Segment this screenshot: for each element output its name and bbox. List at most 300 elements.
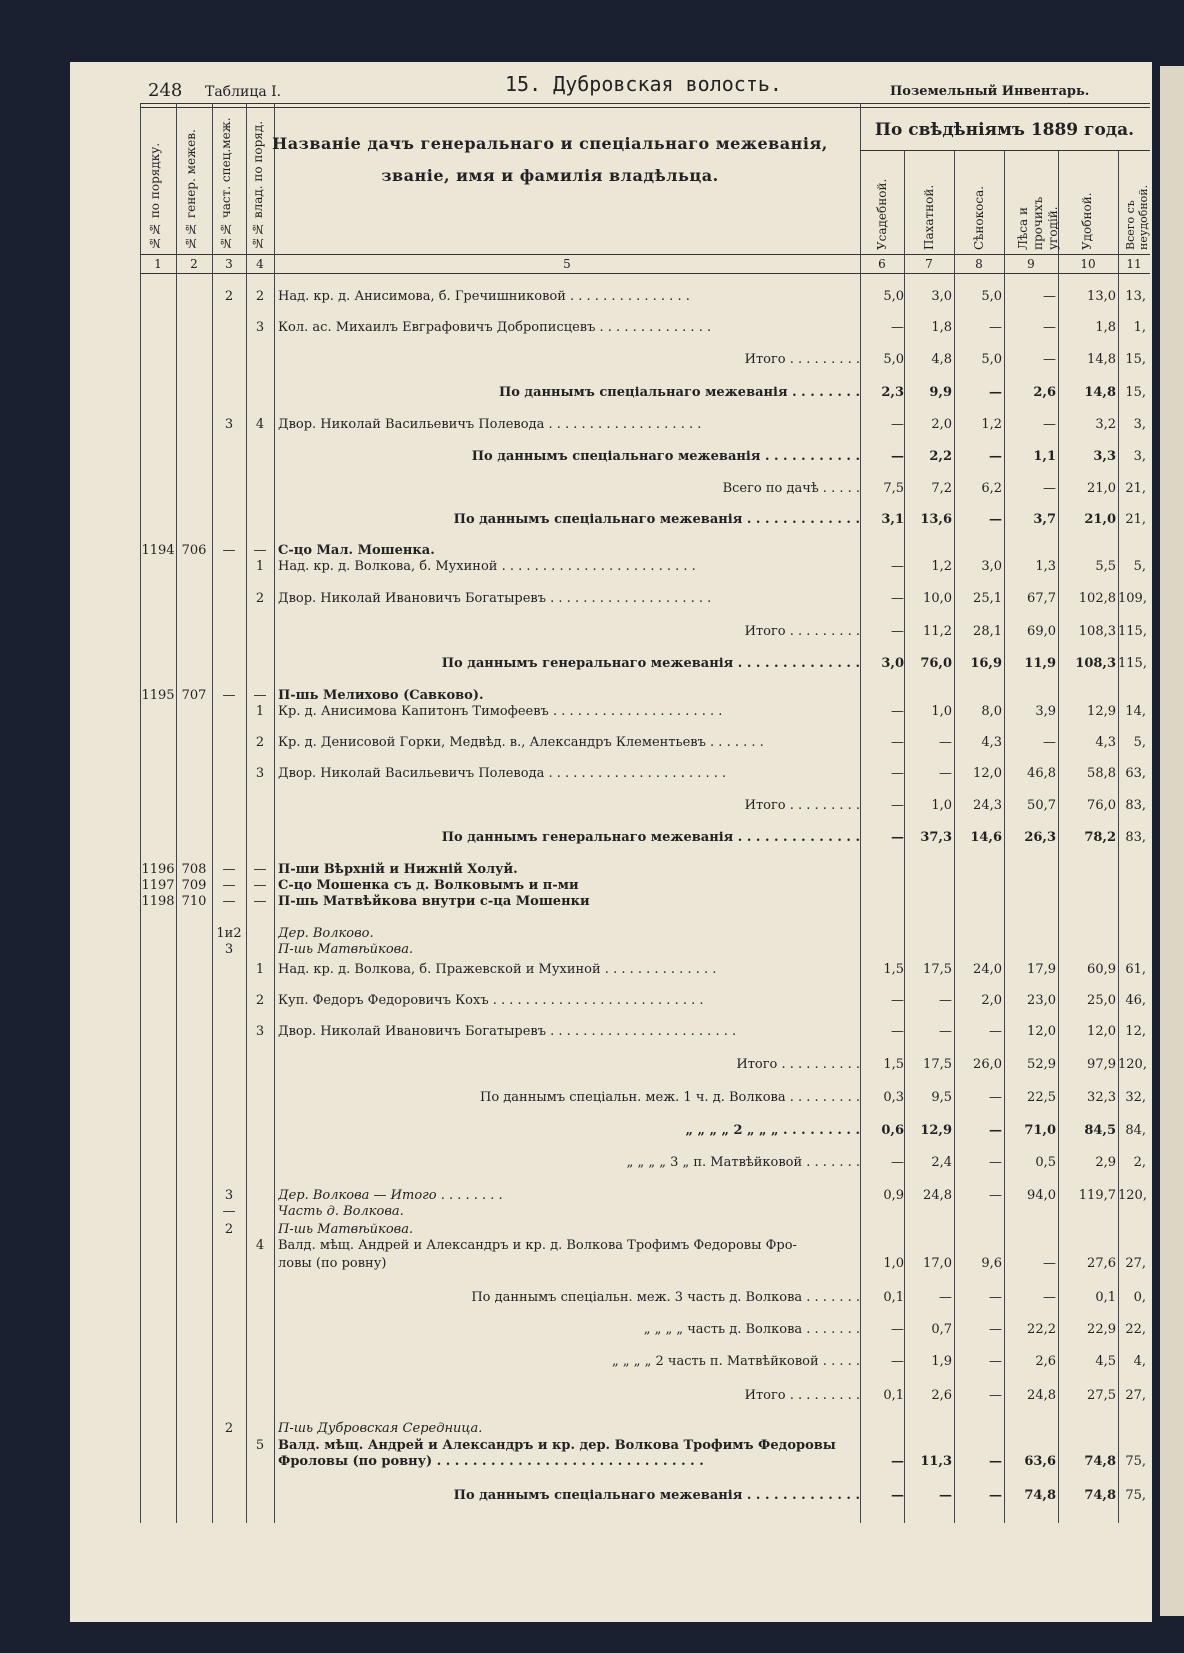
row-name: По даннымъ генеральнаго межеванія . . . . . . . . . . . . . . [441,830,860,845]
table-row [140,766,1150,786]
row-value-11: 1, [1133,320,1146,335]
row-value-8: 2,0 [981,993,1002,1008]
row-value-7: 2,6 [931,1388,952,1403]
table-row [140,449,1150,469]
row-name: П-шь Дубровская Середница. [278,1421,483,1436]
row-value-11: 3, [1133,449,1146,464]
row-value-7: — [939,993,952,1008]
top-rule [140,103,1150,104]
numbers-rule [140,273,1150,274]
col-header-senok: Сѣнокоса. [972,185,986,250]
row-value-10: 5,5 [1095,559,1116,574]
row-value-9: — [1043,352,1056,367]
row-value-11: 0, [1133,1290,1146,1305]
row-c3: — [222,688,236,703]
row-value-11: 27, [1125,1256,1146,1271]
col-number: 6 [878,257,886,271]
row-value-10: 13,0 [1087,289,1116,304]
row-value-9: 46,8 [1027,766,1056,781]
row-name: По даннымъ спеціальнаго межеванія . . . . . . . . [498,385,860,400]
row-c4: — [253,894,267,909]
row-value-11: 115, [1118,624,1147,639]
row-value-8: — [989,1123,1002,1138]
row-value-8: — [989,512,1002,527]
subheader-rule [860,150,1150,151]
row-value-6: 1,5 [883,1057,904,1072]
row-value-6: — [891,1454,904,1469]
table-row [140,735,1150,755]
row-c2: 710 [181,894,207,909]
row-value-10: 25,0 [1087,993,1116,1008]
row-c4: 1 [255,704,265,719]
row-value-6: — [891,735,904,750]
table-row [140,1238,1150,1258]
col-header-pakh: Пахатной. [922,184,936,250]
row-name: По даннымъ спеціальнаго межеванія . . . . . . . . . . . [471,449,860,464]
col-header-spec: №№ част. спец.меж. [219,117,233,250]
row-c4: — [253,878,267,893]
row-value-8: — [989,1290,1002,1305]
row-name: По даннымъ спеціальнаго межеванія . . . . . . . . . . . . . [453,512,860,527]
row-value-8: — [989,1188,1002,1203]
row-value-8: — [989,1488,1002,1503]
col-number: 8 [975,257,983,271]
row-value-9: 3,7 [1033,512,1056,527]
row-value-6: — [891,1024,904,1039]
row-value-10: 3,2 [1095,417,1116,432]
row-name: Кол. ас. Михаилъ Евграфовичъ Доброписцевъ . . . . . . . . . . . . . . [278,320,712,335]
row-value-6: 0,1 [883,1290,904,1305]
table-row [140,512,1150,532]
row-value-7: 1,0 [931,798,952,813]
table-row [140,1388,1150,1408]
table-row [140,1256,1150,1276]
table-row [140,624,1150,644]
row-value-10: 14,8 [1084,385,1116,400]
row-value-7: 9,5 [931,1090,952,1105]
row-value-7: 37,3 [920,830,952,845]
table-row [140,1290,1150,1310]
row-value-11: 21, [1125,481,1146,496]
row-value-9: 94,0 [1027,1188,1056,1203]
col-header-owner: №№ влад. по поряд. [251,120,265,250]
row-name: Всего по дачѣ . . . . . [722,481,860,496]
row-value-8: 5,0 [981,352,1002,367]
row-value-9: 69,0 [1027,624,1056,639]
row-value-8: — [989,1354,1002,1369]
row-value-8: 6,2 [981,481,1002,496]
row-value-11: 120, [1118,1188,1147,1203]
row-name: По даннымъ спеціальнаго межеванія . . . . . . . . . . . . . [453,1488,860,1503]
row-value-9: — [1043,735,1056,750]
row-c3: 3 [224,417,234,432]
row-c2: 706 [181,543,207,558]
row-value-11: 3, [1133,417,1146,432]
row-value-11: 15, [1125,385,1146,400]
row-value-8: 16,9 [970,656,1002,671]
row-c4: 3 [255,1024,265,1039]
row-value-11: 21, [1125,512,1146,527]
row-value-9: 23,0 [1027,993,1056,1008]
row-value-7: 2,0 [931,417,952,432]
row-value-9: 0,5 [1035,1155,1056,1170]
row-value-9: 1,3 [1035,559,1056,574]
adjacent-page-edge [1160,66,1184,1616]
row-value-6: 0,9 [883,1188,904,1203]
row-value-6: 0,3 [883,1090,904,1105]
table-row [140,1057,1150,1077]
row-value-9: 24,8 [1027,1388,1056,1403]
row-value-9: 1,1 [1033,449,1056,464]
row-value-10: 60,9 [1087,962,1116,977]
row-name: „ „ „ „ 3 „ п. Матвѣйковой . . . . . . . [626,1155,860,1170]
table-row [140,559,1150,579]
row-c2: 709 [181,878,207,893]
row-name: Над. кр. д. Анисимова, б. Гречишниковой . . . . . . . . . . . . . . . [278,289,690,304]
row-value-9: 71,0 [1024,1123,1056,1138]
row-value-11: 4, [1133,1354,1146,1369]
row-value-6: — [891,320,904,335]
row-value-9: 11,9 [1024,656,1056,671]
row-value-8: 4,3 [981,735,1002,750]
row-value-7: 12,9 [920,1123,952,1138]
row-value-7: 1,9 [931,1354,952,1369]
row-c4: 2 [255,993,265,1008]
row-c4: — [253,688,267,703]
row-name: ловы (по ровну) [278,1256,387,1271]
row-name: П-ши Вѣрхній и Нижній Холуй. [278,862,518,877]
table-row [140,798,1150,818]
row-value-6: — [891,591,904,606]
row-value-9: 63,6 [1024,1454,1056,1469]
row-value-8: 26,0 [973,1057,1002,1072]
row-name: Итого . . . . . . . . . [744,352,860,367]
row-value-6: 1,0 [883,1256,904,1271]
row-value-8: — [989,1024,1002,1039]
row-value-8: 3,0 [981,559,1002,574]
table-row [140,1454,1150,1474]
row-value-7: 11,3 [920,1454,952,1469]
row-name: Кр. д. Анисимова Капитонъ Тимофеевъ . . . . . . . . . . . . . . . . . . . . . [278,704,723,719]
row-name: Итого . . . . . . . . . [744,798,860,813]
row-value-9: — [1043,417,1056,432]
row-value-8: — [989,1155,1002,1170]
row-value-7: 13,6 [920,512,952,527]
row-c4: 2 [255,289,265,304]
row-value-7: 7,2 [931,481,952,496]
row-value-7: — [939,1024,952,1039]
row-name: Валд. мѣщ. Андрей и Александръ и кр. д. Волкова Трофимъ Федоровы Фро- [278,1238,797,1253]
row-value-9: — [1043,1256,1056,1271]
row-value-11: 83, [1125,798,1146,813]
col-header-usad: Усадебной. [875,178,889,250]
row-value-9: 12,0 [1027,1024,1056,1039]
row-value-9: 22,5 [1027,1090,1056,1105]
row-name: „ „ „ „ часть д. Волкова . . . . . . . [643,1322,860,1337]
table-row [140,993,1150,1013]
row-name: Часть д. Волкова. [278,1204,404,1219]
row-value-11: 83, [1125,830,1146,845]
table-row [140,1354,1150,1374]
row-c4: 5 [255,1438,265,1453]
row-c2: 708 [181,862,207,877]
row-value-10: 32,3 [1087,1090,1116,1105]
row-value-7: 10,0 [923,591,952,606]
row-value-11: 75, [1125,1488,1146,1503]
row-value-11: 5, [1133,559,1146,574]
row-value-10: 102,8 [1078,591,1116,606]
row-name: Куп. Федоръ Федоровичъ Кохъ . . . . . . . . . . . . . . . . . . . . . . . . . . [278,993,704,1008]
row-name: Над. кр. д. Волкова, б. Пражевской и Мухиной . . . . . . . . . . . . . . [278,962,717,977]
row-value-6: — [891,1322,904,1337]
row-value-7: 1,0 [931,704,952,719]
row-value-8: 24,0 [973,962,1002,977]
page-number: 248 [148,80,183,101]
row-value-7: — [939,1290,952,1305]
row-value-6: 5,0 [883,352,904,367]
table-label: Таблица I. [205,84,282,100]
col-number: 1 [154,257,162,271]
row-value-10: 14,8 [1087,352,1116,367]
row-value-10: 97,9 [1087,1057,1116,1072]
table-row [140,1155,1150,1175]
row-value-11: 14, [1125,704,1146,719]
row-value-11: 84, [1125,1123,1146,1138]
row-value-7: 1,2 [931,559,952,574]
row-c4: 3 [255,320,265,335]
row-c2: 707 [181,688,207,703]
row-name: „ „ „ „ 2 „ „ „ . . . . . . . . . [685,1123,860,1138]
row-value-6: — [891,559,904,574]
row-value-9: 17,9 [1027,962,1056,977]
row-value-7: 17,5 [923,1057,952,1072]
col-number: 7 [925,257,933,271]
table-row [140,481,1150,501]
row-value-9: — [1043,289,1056,304]
col-number: 11 [1126,257,1142,271]
row-value-9: 2,6 [1033,385,1056,400]
row-value-10: 27,6 [1087,1256,1116,1271]
row-c4: 2 [255,591,265,606]
row-value-8: — [989,320,1002,335]
row-name: Валд. мѣщ. Андрей и Александръ и кр. дер. Волкова Трофимъ Федоровы [278,1438,836,1453]
row-name: Над. кр. д. Волкова, б. Мухиной . . . . . . . . . . . . . . . . . . . . . . . . [278,559,696,574]
row-name: Итого . . . . . . . . . [744,1388,860,1403]
row-value-6: 5,0 [883,289,904,304]
row-c4: 1 [255,962,265,977]
table-row [140,704,1150,724]
row-c4: 4 [255,1238,265,1253]
row-value-6: — [891,798,904,813]
header-rule [140,254,1150,255]
row-value-8: 12,0 [973,766,1002,781]
row-value-10: 78,2 [1084,830,1116,845]
row-value-9: 52,9 [1027,1057,1056,1072]
row-value-8: — [989,1090,1002,1105]
row-value-6: 7,5 [883,481,904,496]
table-row [140,1123,1150,1143]
row-value-10: 12,9 [1087,704,1116,719]
table-row [140,894,1150,914]
table-row [140,942,1150,962]
row-value-7: 1,8 [931,320,952,335]
row-value-9: 67,7 [1027,591,1056,606]
row-name: П-шь Матвѣйкова. [278,942,414,957]
row-value-11: 32, [1125,1090,1146,1105]
col-number: 9 [1027,257,1035,271]
row-value-7: 17,0 [923,1256,952,1271]
col-number: 10 [1080,257,1096,271]
row-value-11: 63, [1125,766,1146,781]
row-value-7: — [939,735,952,750]
table-row [140,417,1150,437]
row-value-6: — [891,830,904,845]
row-value-10: 1,8 [1095,320,1116,335]
row-c1: 1194 [141,543,175,558]
row-name: Двор. Николай Ивановичъ Богатыревъ . . . . . . . . . . . . . . . . . . . . [278,591,712,606]
row-value-7: 76,0 [920,656,952,671]
row-c1: 1195 [141,688,175,703]
table-row [140,962,1150,982]
row-value-10: 76,0 [1087,798,1116,813]
row-value-9: 22,2 [1027,1322,1056,1337]
row-value-9: — [1043,481,1056,496]
col-number: 2 [190,257,198,271]
row-value-10: 12,0 [1087,1024,1116,1039]
row-value-8: 1,2 [981,417,1002,432]
name-column-title: Названіе дачъ генеральнаго и спеціальнаго межеванія, званіе, имя и фамилія владѣльца. [272,134,828,185]
row-value-6: 3,1 [881,512,904,527]
row-value-6: 2,3 [881,385,904,400]
row-c3: 3 [224,1188,234,1203]
table-row [140,320,1150,340]
row-name: По даннымъ спеціальн. меж. 3 часть д. Волкова . . . . . . . [471,1290,860,1305]
row-c4: 2 [255,735,265,750]
row-name: Двор. Николай Васильевичъ Полевода . . . . . . . . . . . . . . . . . . . . . . [278,766,727,781]
row-value-8: — [989,1322,1002,1337]
row-value-8: 9,6 [981,1256,1002,1271]
row-name: Двор. Николай Васильевичъ Полевода . . . . . . . . . . . . . . . . . . . [278,417,702,432]
row-value-9: 50,7 [1027,798,1056,813]
row-value-10: 4,5 [1095,1354,1116,1369]
row-name: Двор. Николай Ивановичъ Богатыревъ . . . . . . . . . . . . . . . . . . . . . . . [278,1024,737,1039]
row-c1: 1197 [141,878,175,893]
data-column-title: По свѣдѣніямъ 1889 года. [874,120,1135,140]
row-value-8: — [989,449,1002,464]
row-value-7: 3,0 [931,289,952,304]
row-c3: 2 [224,1222,234,1237]
row-value-10: 119,7 [1078,1188,1116,1203]
row-name: П-шь Матвѣйкова. [278,1222,414,1237]
row-c3: — [222,1204,236,1219]
row-value-6: 0,1 [883,1388,904,1403]
row-c3: — [222,862,236,877]
row-value-6: — [891,624,904,639]
row-value-7: 9,9 [929,385,952,400]
row-value-11: 120, [1118,1057,1147,1072]
row-c3: 2 [224,289,234,304]
col-number: 4 [256,257,264,271]
row-value-7: 11,2 [923,624,952,639]
table-row [140,385,1150,405]
row-value-9: 2,6 [1035,1354,1056,1369]
row-value-10: 108,3 [1078,624,1116,639]
table-row [140,656,1150,676]
row-value-7: — [939,1488,952,1503]
top-rule-2 [140,107,1150,108]
row-value-6: 0,6 [881,1123,904,1138]
row-value-6: 3,0 [881,656,904,671]
row-value-10: 2,9 [1095,1155,1116,1170]
row-value-9: — [1043,1290,1056,1305]
row-c3: — [222,894,236,909]
header-right: Поземельный Инвентарь. [890,84,1090,99]
row-c4: — [253,543,267,558]
row-name: Кр. д. Денисовой Горки, Медвѣд. в., Александръ Клементьевъ . . . . . . . [278,735,764,750]
table-row [140,352,1150,372]
row-value-10: 3,3 [1093,449,1116,464]
row-value-11: 22, [1125,1322,1146,1337]
row-value-6: — [891,417,904,432]
row-c1: 1196 [141,862,175,877]
row-value-8: — [989,1454,1002,1469]
row-c4: 3 [255,766,265,781]
row-value-8: 25,1 [973,591,1002,606]
row-value-11: 2, [1133,1155,1146,1170]
table-row [140,1322,1150,1342]
row-value-6: — [891,1488,904,1503]
row-value-10: 0,1 [1095,1290,1116,1305]
col-header-order: №№ по порядку. [148,142,162,250]
table-row [140,1488,1150,1508]
row-value-10: 84,5 [1084,1123,1116,1138]
row-value-8: 8,0 [981,704,1002,719]
row-value-10: 27,5 [1087,1388,1116,1403]
row-c3: 2 [224,1421,234,1436]
row-value-10: 74,8 [1084,1488,1116,1503]
row-c4: — [253,862,267,877]
row-value-6: — [891,993,904,1008]
row-name: По даннымъ генеральнаго межеванія . . . . . . . . . . . . . . [441,656,860,671]
page-title: 15. Дубровская волость. [505,72,782,96]
row-name: Итого . . . . . . . . . [744,624,860,639]
table-row [140,1090,1150,1110]
row-value-10: 21,0 [1084,512,1116,527]
row-value-11: 46, [1125,993,1146,1008]
col-header-udob: Удобной. [1080,192,1094,250]
row-c4: 4 [255,417,265,432]
row-value-10: 22,9 [1087,1322,1116,1337]
row-name: „ „ „ „ 2 часть п. Матвѣйковой . . . . . [612,1354,860,1369]
row-c3: — [222,878,236,893]
col-header-les: Лѣса и прочихъ угодій. [1016,196,1060,250]
row-value-8: 14,6 [970,830,1002,845]
row-name: П-шь Матвѣйкова внутри с-ца Мошенки [278,894,590,909]
row-value-11: 13, [1125,289,1146,304]
row-name: С-цо Мал. Мошенка. [278,543,435,558]
row-value-11: 115, [1118,656,1147,671]
row-name: Итого . . . . . . . . . . [736,1057,860,1072]
row-value-8: — [989,385,1002,400]
row-value-6: — [891,449,904,464]
row-value-7: 0,7 [931,1322,952,1337]
row-name: Фроловы (по ровну) . . . . . . . . . . . . . . . . . . . . . . . . . . . . . . [278,1454,704,1469]
row-value-6: — [891,1354,904,1369]
row-value-10: 4,3 [1095,735,1116,750]
row-value-10: 74,8 [1084,1454,1116,1469]
row-value-11: 5, [1133,735,1146,750]
row-value-8: — [989,1388,1002,1403]
